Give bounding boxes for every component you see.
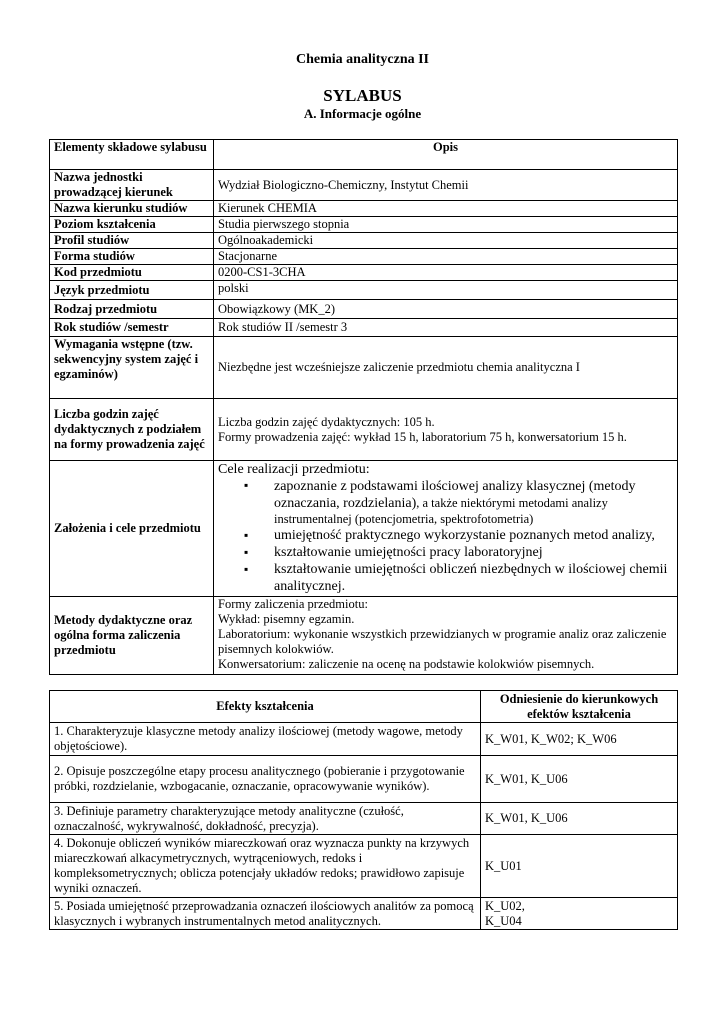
table-row bbox=[50, 835, 678, 898]
table-row bbox=[50, 803, 678, 835]
row-label: Liczba godzin zajęć dydaktycznych z podziałem na formy prowadzenia zajęć bbox=[50, 399, 214, 461]
row-value: Studia pierwszego stopnia bbox=[214, 217, 678, 233]
table-row bbox=[50, 461, 678, 597]
effect-ref-line: K_U02, bbox=[485, 898, 525, 913]
row-label: Poziom kształcenia bbox=[50, 217, 214, 233]
general-info-table bbox=[49, 139, 678, 675]
col-header-ref: Odniesienie do kierunkowych efektów kształcenia bbox=[481, 691, 678, 723]
table-row bbox=[50, 300, 678, 319]
table-row bbox=[50, 723, 678, 756]
list-item: ▪ kształtowanie umiejętności obliczeń niezbędnych w ilościowej chemii analitycznej. bbox=[274, 561, 673, 595]
list-item bbox=[274, 478, 673, 527]
row-value-hours bbox=[214, 399, 678, 461]
row-value: Stacjonarne bbox=[214, 249, 678, 265]
col-header-effects: Efekty kształcenia bbox=[50, 691, 481, 723]
goals-list bbox=[218, 478, 673, 595]
table-row bbox=[50, 249, 678, 265]
table-row bbox=[50, 319, 678, 337]
table-row bbox=[50, 217, 678, 233]
course-title: Chemia analityczna II bbox=[296, 52, 429, 67]
table-header-row bbox=[50, 140, 678, 170]
goal-text-small: , a także niektórymi metodami analizy instrumentalnej (potencjometria, spektrofotometria) bbox=[274, 496, 608, 526]
table-row bbox=[50, 233, 678, 249]
row-label: Profil studiów bbox=[50, 233, 214, 249]
list-item: ▪ kształtowanie umiejętności pracy laboratoryjnej bbox=[274, 544, 673, 561]
learning-outcomes-table bbox=[49, 690, 678, 930]
section-heading: A. Informacje ogólne bbox=[303, 106, 422, 121]
row-label: Rodzaj przedmiotu bbox=[50, 300, 214, 319]
row-label: Język przedmiotu bbox=[50, 281, 214, 300]
effect-ref bbox=[481, 898, 678, 930]
table-row bbox=[50, 597, 678, 675]
goals-intro: Cele realizacji przedmiotu: bbox=[218, 462, 370, 477]
row-value: polski bbox=[214, 281, 678, 300]
row-label: Nazwa kierunku studiów bbox=[50, 201, 214, 217]
effect-ref: K_W01, K_U06 bbox=[481, 756, 678, 803]
col-header-desc: Opis bbox=[214, 140, 678, 170]
row-label: Metody dydaktyczne oraz ogólna forma zaliczenia przedmiotu bbox=[50, 597, 214, 675]
table-header-row bbox=[50, 691, 678, 723]
effect-ref-line: K_U04 bbox=[485, 913, 522, 928]
row-value: Wydział Biologiczno-Chemiczny, Instytut Chemii bbox=[214, 170, 678, 201]
row-value: Rok studiów II /semestr 3 bbox=[214, 319, 678, 337]
table-row bbox=[50, 337, 678, 399]
effect-text: 1. Charakteryzuje klasyczne metody analizy ilościowej (metody wagowe, metody objętościowe). bbox=[50, 723, 481, 756]
row-value: Niezbędne jest wcześniejsze zaliczenie przedmiotu chemia analityczna I bbox=[214, 337, 678, 399]
syllabus-heading: SYLABUS bbox=[323, 86, 402, 105]
methods-line: Wykład: pisemny egzamin. bbox=[218, 612, 355, 626]
row-value-goals bbox=[214, 461, 678, 597]
row-label: Rok studiów /semestr bbox=[50, 319, 214, 337]
table-row bbox=[50, 399, 678, 461]
row-value-methods bbox=[214, 597, 678, 675]
table-row bbox=[50, 170, 678, 201]
table-row bbox=[50, 265, 678, 281]
row-value: Ogólnoakademicki bbox=[214, 233, 678, 249]
list-item: ▪ umiejętność praktycznego wykorzystanie poznanych metod analizy, bbox=[274, 527, 673, 544]
effect-text: 2. Opisuje poszczególne etapy procesu analitycznego (pobieranie i przygotowanie próbki, rozdzielanie, wzbogacanie, oznaczanie, opracowywanie wyników). bbox=[50, 756, 481, 803]
effect-ref: K_W01, K_U06 bbox=[481, 803, 678, 835]
methods-line: Formy zaliczenia przedmiotu: bbox=[218, 597, 368, 611]
row-value: Obowiązkowy (MK_2) bbox=[214, 300, 678, 319]
effect-text: 4. Dokonuje obliczeń wyników miareczkowań oraz wyznacza punkty na krzywych miareczkowań alkacymetrycznych, wytrąceniowych, redoks i kompleksometrycznych; oblicza potencjały układów redoks; prawidłowo zapisuje wyniki oznaczeń. bbox=[50, 835, 481, 898]
effect-ref: K_U01 bbox=[481, 835, 678, 898]
effect-ref: K_W01, K_W02; K_W06 bbox=[481, 723, 678, 756]
row-value: 0200-CS1-3CHA bbox=[214, 265, 678, 281]
table-row bbox=[50, 201, 678, 217]
effect-text: 5. Posiada umiejętność przeprowadzania oznaczeń ilościowych analitów za pomocą klasycznych i wybranych instrumentalnych metod analitycznych. bbox=[50, 898, 481, 930]
effect-text: 3. Definiuje parametry charakteryzujące metody analityczne (czułość, oznaczalność, wykrywalność, dokładność, precyzja). bbox=[50, 803, 481, 835]
row-label: Założenia i cele przedmiotu bbox=[50, 461, 214, 597]
table-row bbox=[50, 281, 678, 300]
row-label: Wymagania wstępne (tzw. sekwencyjny system zajęć i egzaminów) bbox=[50, 337, 214, 399]
methods-line: Laboratorium: wykonanie wszystkich przewidzianych w programie analiz oraz zaliczenie pisemnych kolokwiów. bbox=[218, 627, 667, 656]
row-value: Kierunek CHEMIA bbox=[214, 201, 678, 217]
row-label: Forma studiów bbox=[50, 249, 214, 265]
goal-text: zapoznanie z podstawami ilościowej analizy klasycznej (metody oznaczania, rozdzielania) bbox=[274, 479, 636, 511]
table-row bbox=[50, 898, 678, 930]
hours-forms: Formy prowadzenia zajęć: wykład 15 h, laboratorium 75 h, konwersatorium 15 h. bbox=[218, 429, 627, 444]
hours-total: Liczba godzin zajęć dydaktycznych: 105 h. bbox=[218, 414, 435, 429]
row-label: Kod przedmiotu bbox=[50, 265, 214, 281]
row-label: Nazwa jednostki prowadzącej kierunek bbox=[50, 170, 214, 201]
table-row bbox=[50, 756, 678, 803]
col-header-elements: Elementy składowe sylabusu bbox=[50, 140, 214, 170]
methods-line: Konwersatorium: zaliczenie na ocenę na podstawie kolokwiów pisemnych. bbox=[218, 657, 595, 671]
